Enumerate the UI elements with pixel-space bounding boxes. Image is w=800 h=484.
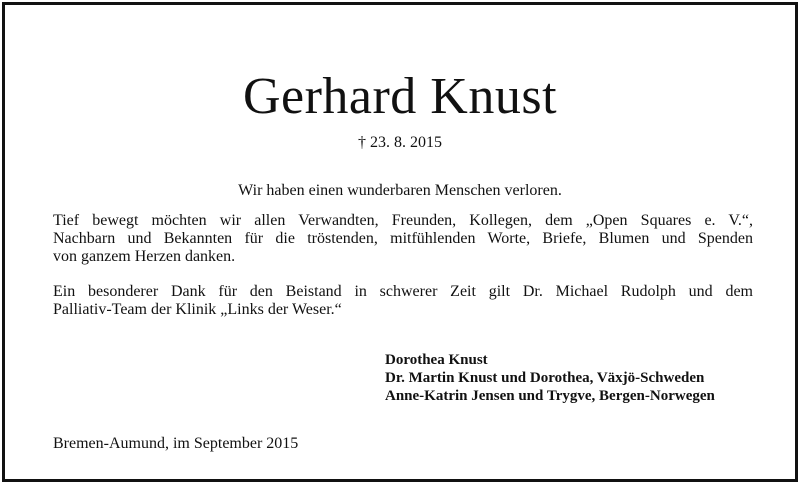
thanks-line: Nachbarn und Bekannten für die tröstenden, mitfühlenden Worte, Briefe, Blumen und Spenden <box>53 230 753 247</box>
signer: Dr. Martin Knust und Dorothea, Växjö-Schweden <box>385 370 705 386</box>
thanks-paragraph <box>53 212 753 266</box>
signer: Anne-Katrin Jensen und Trygve, Bergen-Norwegen <box>385 388 715 404</box>
lead-sentence: Wir haben einen wunderbaren Menschen verloren. <box>238 182 562 199</box>
signers-block <box>385 351 715 405</box>
obituary-notice <box>2 2 798 482</box>
special-thanks-line: Palliativ-Team der Klinik „Links der Weser.“ <box>53 301 342 318</box>
signer: Dorothea Knust <box>385 352 488 368</box>
thanks-line: Tief bewegt möchten wir allen Verwandten, Freunden, Kollegen, dem „Open Squares e. V.“, <box>53 212 753 229</box>
deceased-name: Gerhard Knust <box>242 68 558 125</box>
place-and-date: Bremen-Aumund, im September 2015 <box>53 435 299 452</box>
special-thanks-line: Ein besonderer Dank für den Beistand in schwerer Zeit gilt Dr. Michael Rudolph und dem <box>53 283 753 300</box>
thanks-line: von ganzem Herzen danken. <box>53 248 236 265</box>
special-thanks-paragraph <box>53 283 753 319</box>
death-date: † 23. 8. 2015 <box>358 134 442 151</box>
